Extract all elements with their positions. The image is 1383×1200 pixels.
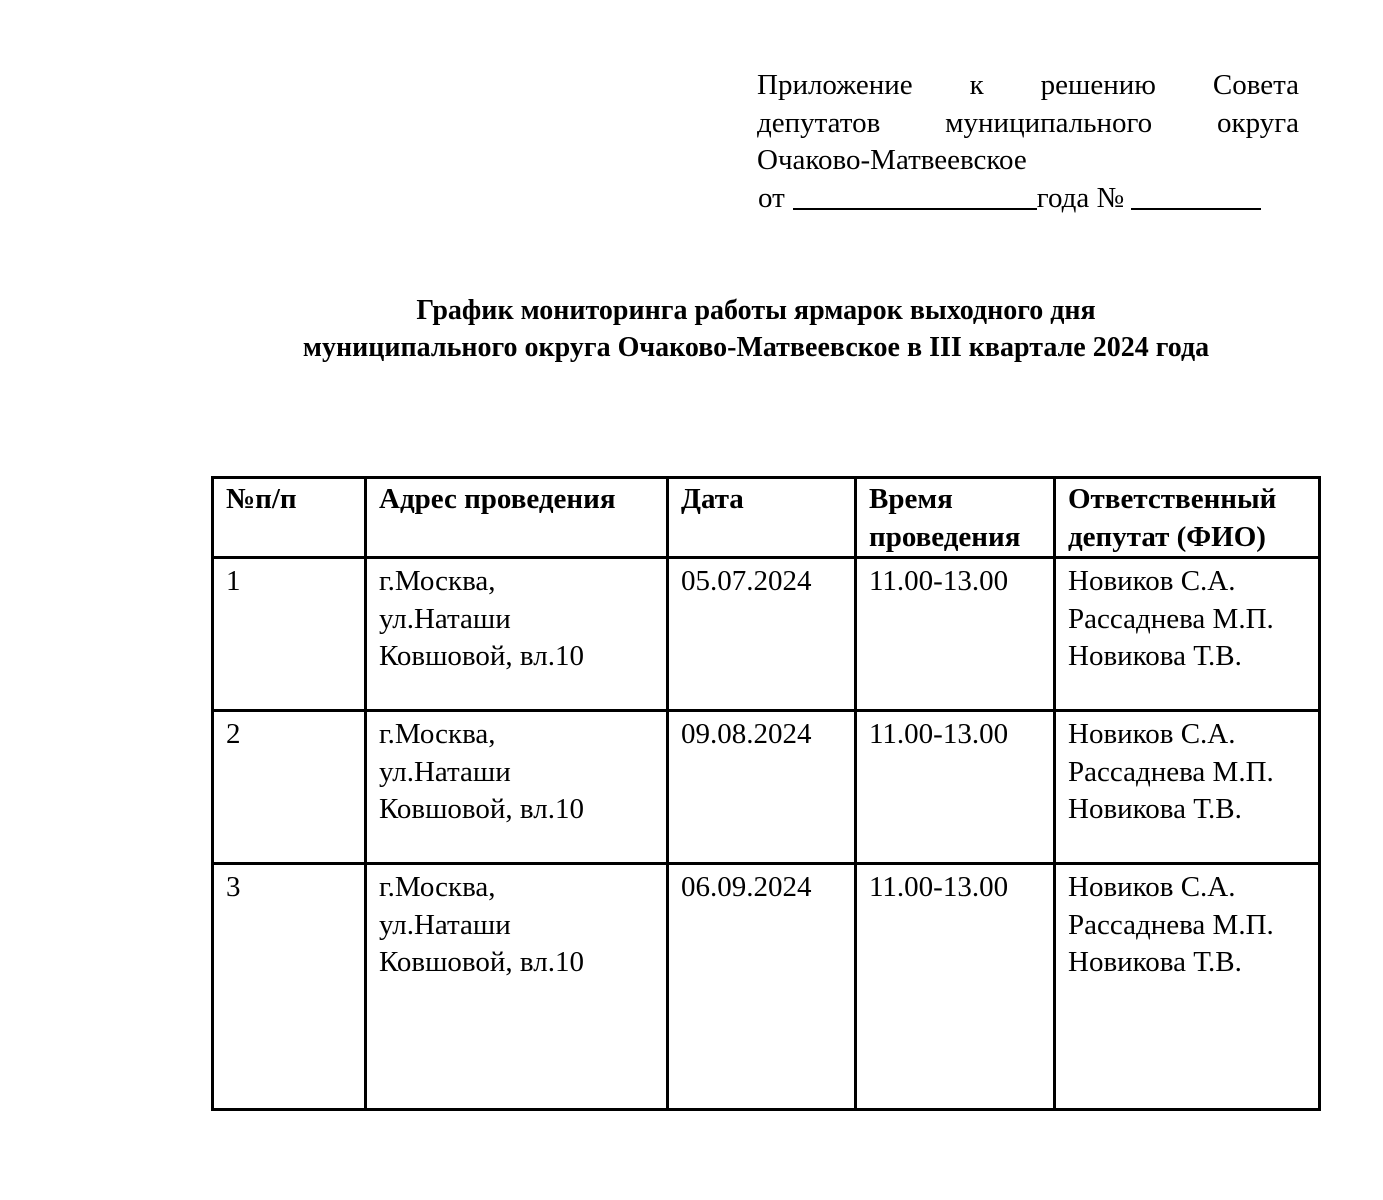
header-text: проведения [869,520,1021,553]
cell-date: 09.08.2024 [668,711,856,864]
deputy-name: Новиков С.А. [1068,871,1236,903]
appendix-word: округа [1217,106,1300,139]
header-date [668,478,856,558]
address-line: ул.Наташи [379,602,511,635]
header-deputy [1055,478,1320,558]
header-time [856,478,1055,558]
appendix-line-3: Очаково-Матвеевское [757,144,1027,176]
appendix-word: к [969,69,984,101]
deputy-name: Рассаднева М.П. [1068,602,1274,635]
cell-number: 2 [213,711,366,864]
appendix-word: Приложение [757,69,913,101]
date-blank-field [793,180,1037,210]
address-line: Ковшовой, вл.10 [379,793,584,825]
address-line: г.Москва, [379,565,496,597]
cell-time: 11.00-13.00 [856,711,1055,864]
deputy-name: Новиков С.А. [1068,718,1236,750]
appendix-word: Совета [1212,69,1300,101]
cell-number: 1 [213,558,366,711]
table-header-row [213,478,1320,558]
appendix-word: решению [1040,69,1156,101]
address-line: ул.Наташи [379,755,511,788]
address-line: Ковшовой, вл.10 [379,640,584,672]
deputy-name: Новикова Т.В. [1068,640,1242,672]
cell-deputies [1055,558,1320,711]
header-text: Ответственный [1068,483,1277,515]
appendix-word: муниципального [945,106,1153,139]
cell-address [366,711,668,864]
schedule-table [211,476,1321,1111]
deputy-name: Рассаднева М.П. [1068,755,1274,788]
address-line: г.Москва, [379,718,496,750]
header-number [213,478,366,558]
document-title-line-2: муниципального округа Очаково-Матвеевское в III квартале 2024 года [302,332,1210,363]
cell-address [366,558,668,711]
table-row [213,558,1320,711]
table-row [213,711,1320,864]
header-text: Время [869,483,953,515]
cell-date: 05.07.2024 [668,558,856,711]
document-title [130,292,1382,366]
from-label: от [758,181,785,214]
document-title-line-1: График мониторинга работы ярмарок выходного дня [416,295,1096,326]
appendix-line-2 [757,105,1299,143]
deputy-name: Рассаднева М.П. [1068,908,1274,941]
year-number-label: года № [1036,181,1125,214]
cell-deputies [1055,711,1320,864]
header-address [366,478,668,558]
deputy-name: Новикова Т.В. [1068,793,1242,825]
appendix-date-line [757,180,1299,218]
header-text: №п/п [226,483,297,515]
address-line: ул.Наташи [379,908,511,941]
appendix-word: депутатов [757,106,881,139]
number-blank-field [1131,180,1261,210]
cell-time: 11.00-13.00 [856,864,1055,1110]
cell-deputies [1055,864,1320,1110]
cell-time: 11.00-13.00 [856,558,1055,711]
table-row [213,864,1320,1110]
header-text: депутат (ФИО) [1068,520,1266,553]
header-text: Адрес проведения [379,483,616,515]
cell-address [366,864,668,1110]
deputy-name: Новиков С.А. [1068,565,1236,597]
appendix-header [757,67,1299,217]
deputy-name: Новикова Т.В. [1068,946,1242,978]
cell-date: 06.09.2024 [668,864,856,1110]
cell-number: 3 [213,864,366,1110]
header-text: Дата [681,483,744,515]
address-line: Ковшовой, вл.10 [379,946,584,978]
appendix-line-1 [757,67,1299,105]
address-line: г.Москва, [379,871,496,903]
